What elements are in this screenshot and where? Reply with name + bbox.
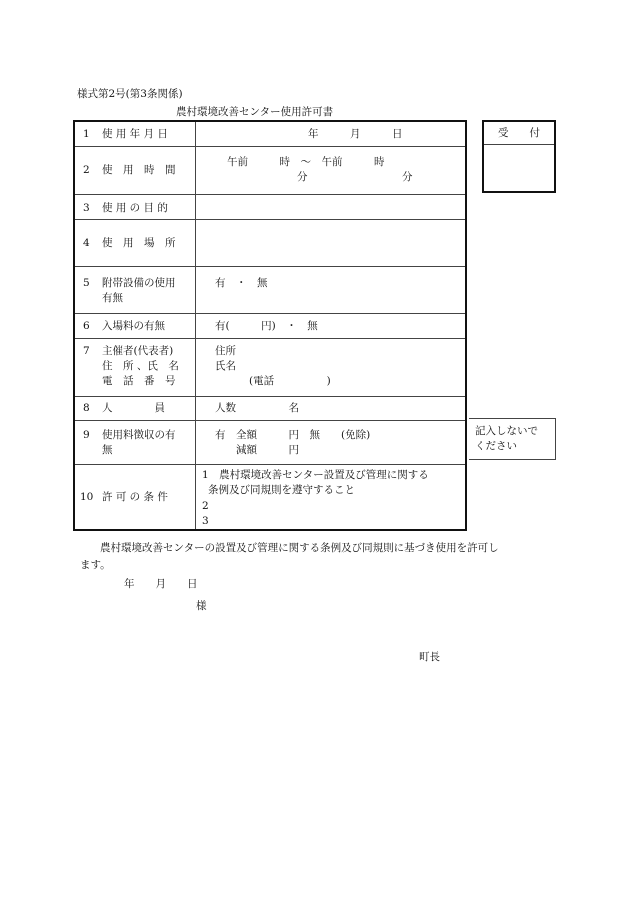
condition-1: 1 農村環境改善センター設置及び管理に関する: [202, 469, 429, 481]
row-number: 7: [83, 345, 90, 357]
row-label-organizer: 主催者(代表者): [102, 345, 174, 357]
row-divider: [75, 194, 465, 195]
row-label-conditions: 許 可 の 条 件: [102, 491, 168, 503]
condition-1-cont: 条例及び同規則を遵守すること: [208, 484, 355, 496]
form-number: 様式第2号(第3条関係): [77, 88, 183, 100]
row-divider: [75, 396, 465, 397]
row-divider: [75, 146, 465, 147]
organizer-name: 氏名: [215, 360, 236, 372]
condition-2: 2: [202, 500, 209, 512]
receipt-box: [482, 120, 556, 193]
addressee: 様: [196, 600, 207, 612]
row-label-place: 使 用 場 所: [102, 237, 176, 249]
headcount-field: 人数 名: [215, 402, 299, 414]
row-label-use-time: 使 用 時 間: [102, 164, 176, 176]
row-label-use-date: 使 用 年 月 日: [102, 128, 168, 140]
row-divider: [75, 338, 465, 339]
document-title: 農村環境改善センター使用許可書: [176, 106, 334, 118]
note-line-2: ください: [475, 440, 517, 452]
row-label-admission: 入場料の有無: [102, 320, 165, 332]
row-number: 2: [83, 164, 90, 176]
row-label-fee: 使用料徴収の有: [102, 429, 176, 441]
row-number: 5: [83, 277, 90, 289]
row-number: 9: [83, 429, 90, 441]
organizer-phone: (電話 ): [249, 375, 331, 387]
use-time-minutes: 分 分: [297, 171, 413, 183]
row-divider: [75, 464, 465, 465]
organizer-address: 住所: [215, 345, 236, 357]
permit-statement: 農村環境改善センターの設置及び管理に関する条例及び同規則に基づき使用を許可し: [100, 542, 499, 554]
row-label-organizer-3: 電 話 番 号: [102, 375, 176, 387]
row-number: 8: [83, 402, 90, 414]
row-label-headcount: 人 員: [102, 402, 165, 414]
row-divider: [75, 219, 465, 220]
row-divider: [75, 313, 465, 314]
row-label-fee-2: 無: [102, 444, 113, 456]
row-divider: [75, 266, 465, 267]
note-line-1: 記入しないで: [475, 425, 538, 437]
use-time-field: 午前 時 〜 午前 時: [227, 156, 385, 168]
row-number: 4: [83, 237, 90, 249]
signatory: 町長: [419, 651, 440, 663]
application-table: [73, 120, 467, 531]
fee-field: 有 全額 円 無 (免除): [215, 429, 371, 441]
row-label-organizer-2: 住 所 、氏 名: [102, 360, 179, 372]
row-number: 1: [83, 128, 90, 140]
receipt-label: 受 付: [498, 127, 540, 139]
fee-reduced: 減額 円: [236, 444, 299, 456]
use-date-field: 年 月 日: [308, 128, 403, 140]
receipt-divider: [484, 144, 554, 145]
admission-field: 有( 円) ・ 無: [215, 320, 318, 332]
row-number: 6: [83, 320, 90, 332]
issue-date: 年 月 日: [124, 578, 198, 590]
row-label-purpose: 使 用 の 目 的: [102, 202, 168, 214]
row-label-equipment-2: 有無: [102, 292, 123, 304]
row-label-equipment: 附帯設備の使用: [102, 277, 176, 289]
row-number: 10: [80, 491, 94, 503]
permit-statement-cont: ます。: [80, 559, 111, 571]
row-number: 3: [83, 202, 90, 214]
condition-3: 3: [202, 515, 209, 527]
office-use-note: [469, 418, 556, 460]
row-divider: [75, 420, 465, 421]
column-divider: [195, 122, 196, 529]
equipment-field: 有 ・ 無: [215, 277, 268, 289]
